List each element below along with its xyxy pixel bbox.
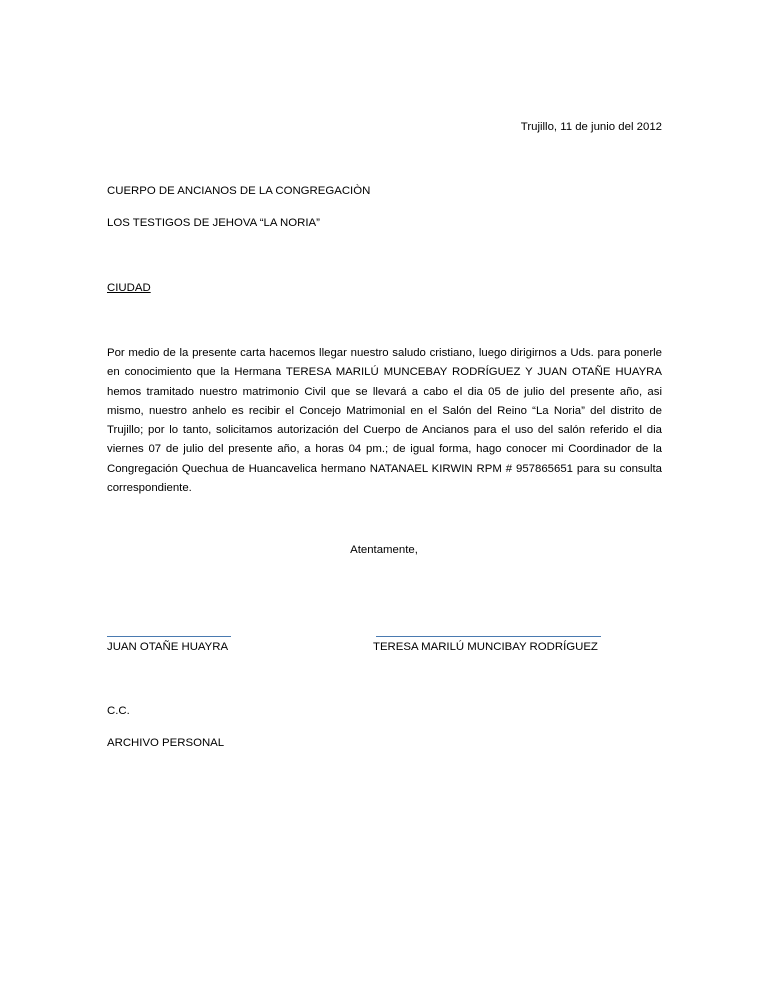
recipient-line-2: LOS TESTIGOS DE JEHOVA “LA NORIA” [107, 217, 320, 229]
letter-closing: Atentamente, [350, 544, 418, 556]
signature-name-left: JUAN OTAÑE HUAYRA [107, 641, 229, 653]
recipient-city: CIUDAD [107, 282, 151, 294]
signature-line-left [107, 636, 231, 637]
signature-name-right: TERESA MARILÚ MUNCIBAY RODRÍGUEZ [373, 641, 598, 653]
archive-label: ARCHIVO PERSONAL [107, 737, 225, 749]
carbon-copy-label: C.C. [107, 705, 130, 717]
letter-body: Por medio de la presente carta hacemos llegar nuestro saludo cristiano, luego dirigirnos a Uds. para ponerle en conocimiento que la Hermana TERESA MARILÚ MUNCEBAY RODRÍGUEZ Y JUAN OTAÑE HUAYRA hemos tramitado nuestro matrimonio Civil que se llevará a cabo el dia 05 de julio del presente año, asi mismo, nuestro anhelo es recibir el Concejo Matrimonial en el Salón del Reino “La Noria” del distrito de Trujillo; por lo tanto, solicitamos autorización del Cuerpo de Ancianos para el uso del salón referido el dia viernes 07 de julio del presente año, a horas 04 pm.; de igual forma, hago conocer mi Coordinador de la Congregación Quechua de Huancavelica hermano NATANAEL KIRWIN RPM # 957865651 para su consulta correspondiente. [107, 347, 662, 495]
recipient-line-1: CUERPO DE ANCIANOS DE LA CONGREGACIÒN [107, 185, 371, 197]
signature-line-right [376, 636, 601, 637]
letter-date: Trujillo, 11 de junio del 2012 [520, 121, 662, 133]
